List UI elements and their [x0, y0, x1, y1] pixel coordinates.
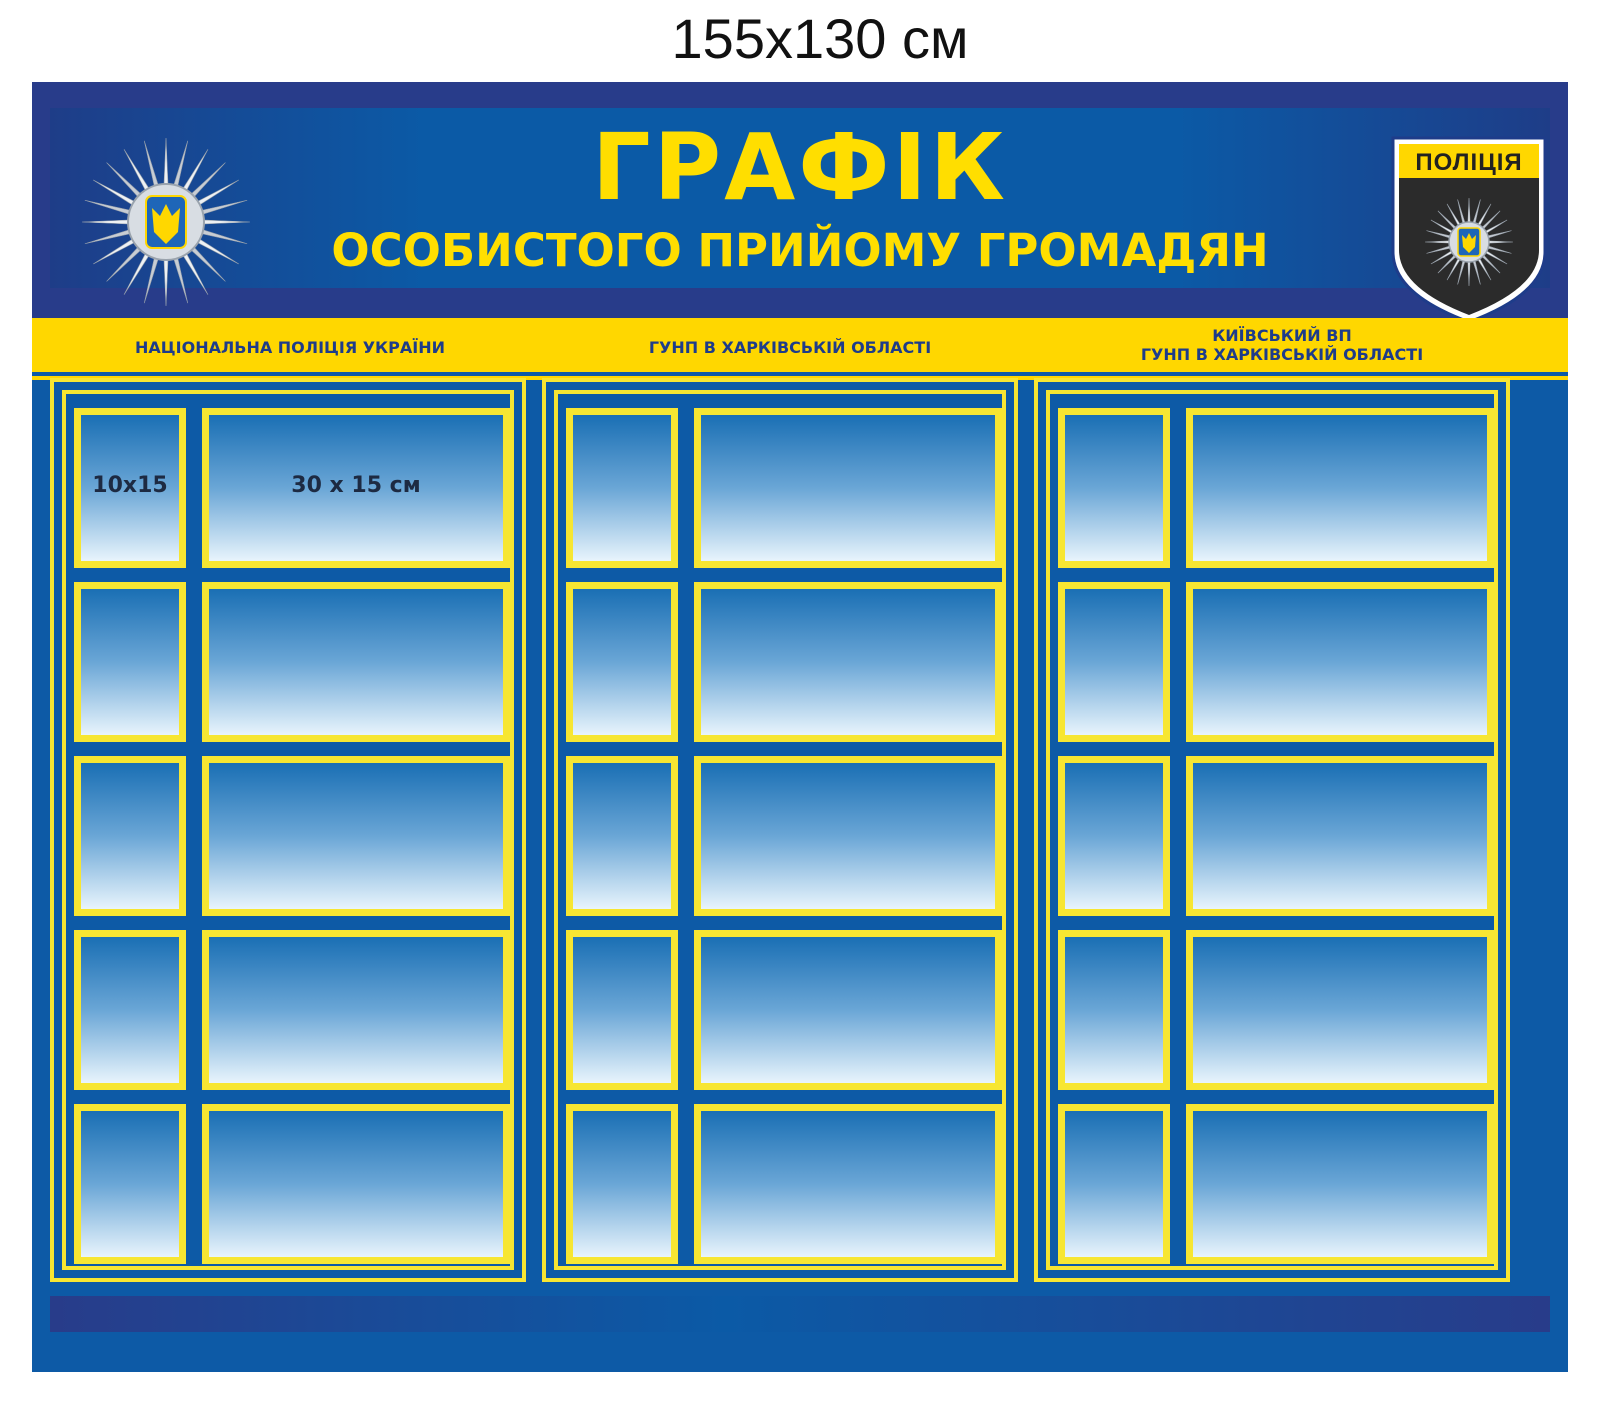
info-slot-large	[1186, 756, 1494, 916]
photo-slot-small	[566, 408, 678, 568]
info-slot-large	[202, 582, 510, 742]
info-slot-large	[202, 930, 510, 1090]
column-3	[1034, 378, 1510, 1282]
column-inner-frame	[554, 390, 1006, 1270]
board-title: ГРАФІК	[592, 114, 1008, 221]
column-2	[542, 378, 1018, 1282]
bottom-bar	[50, 1296, 1550, 1332]
photo-slot-small	[566, 582, 678, 742]
info-slot-large	[1186, 582, 1494, 742]
small-slot-size-label: 10x15	[92, 473, 168, 498]
photo-slot-small	[566, 930, 678, 1090]
info-slot-large	[1186, 408, 1494, 568]
info-board	[32, 82, 1568, 1372]
photo-slot-small	[1058, 756, 1170, 916]
section-headers-band	[32, 318, 1568, 372]
photo-slot-small	[1058, 582, 1170, 742]
info-slot-large	[694, 756, 1002, 916]
photo-slot-small	[74, 930, 186, 1090]
photo-slot-small	[1058, 930, 1170, 1090]
info-slot-large	[694, 1104, 1002, 1264]
section-header-3	[1072, 326, 1492, 364]
column-inner-frame	[1046, 390, 1498, 1270]
info-slot-large	[1186, 1104, 1494, 1264]
photo-slot-small	[566, 756, 678, 916]
section-header-3-line1: КИЇВСЬКИЙ ВП	[1212, 326, 1352, 345]
photo-slot-small	[74, 1104, 186, 1264]
board-subtitle: ОСОБИСТОГО ПРИЙОМУ ГРОМАДЯН	[331, 224, 1269, 277]
info-slot-large	[1186, 930, 1494, 1090]
column-inner-frame	[62, 390, 514, 1270]
large-slot-size-label: 30 x 15 см	[291, 473, 421, 498]
info-slot-large	[202, 756, 510, 916]
shield-label: ПОЛІЦІЯ	[1415, 149, 1523, 176]
info-slot-large	[694, 582, 1002, 742]
size-label: 155x130 см	[671, 7, 969, 70]
photo-slot-small	[1058, 1104, 1170, 1264]
info-slot-large	[694, 930, 1002, 1090]
section-header-1: НАЦІОНАЛЬНА ПОЛІЦІЯ УКРАЇНИ	[135, 338, 445, 357]
section-header-3-line2: ГУНП В ХАРКІВСЬКІЙ ОБЛАСТІ	[1140, 345, 1424, 364]
photo-slot-small	[74, 756, 186, 916]
photo-slot-small	[1058, 408, 1170, 568]
info-slot-large	[694, 408, 1002, 568]
photo-slot-small	[74, 582, 186, 742]
column-1	[50, 378, 526, 1282]
info-slot-large	[202, 1104, 510, 1264]
section-header-2: ГУНП В ХАРКІВСЬКІЙ ОБЛАСТІ	[648, 338, 932, 357]
photo-slot-small	[566, 1104, 678, 1264]
photo-slot-small	[74, 408, 186, 568]
info-slot-large	[202, 408, 510, 568]
